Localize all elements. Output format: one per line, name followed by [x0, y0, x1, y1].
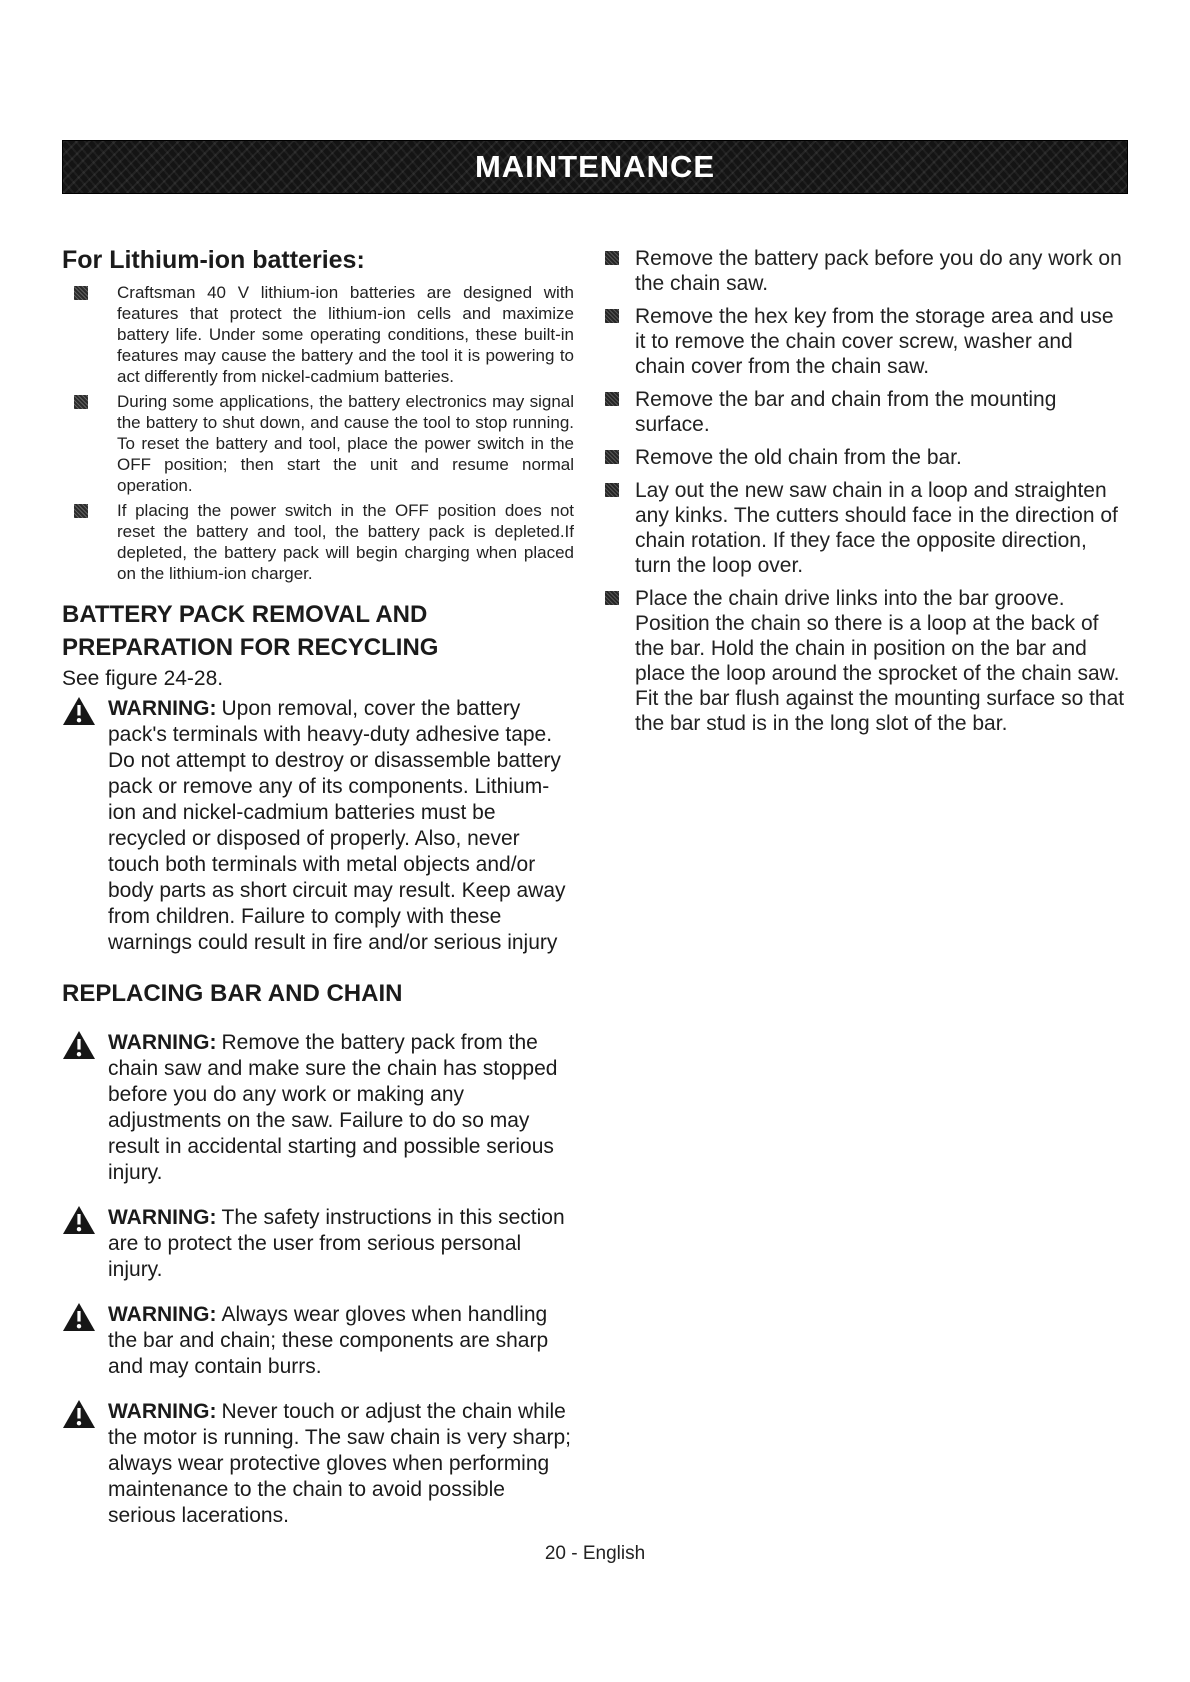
square-bullet-icon — [605, 591, 619, 605]
warning-text: Never touch or adjust the chain while the motor is running. The saw chain is very sharp; always wear protective gloves when performing maintenance to the chain to avoid possible serious lacerations. — [108, 1400, 571, 1527]
square-bullet-icon — [605, 450, 619, 464]
bullet-text: Place the chain drive links into the bar groove. Position the chain so there is a loop at the back of the bar. Hold the chain in position on the bar and place the loop around the sprocket of the chain saw. Fit the bar flush against the mounting surface so that the bar stud is in the long slot of the bar. — [635, 587, 1125, 735]
section-title: MAINTENANCE — [474, 149, 716, 184]
bullet-text: Remove the old chain from the bar. — [635, 446, 962, 469]
square-bullet-icon — [74, 286, 88, 300]
lithium-batteries-heading: For Lithium-ion batteries: — [62, 246, 365, 274]
square-bullet-icon — [74, 504, 88, 518]
page-footer: 20 - English — [544, 1543, 646, 1564]
lithium-bullet-list — [62, 282, 574, 584]
see-figure-note: See figure 24-28. — [62, 667, 224, 690]
warning-text: Upon removal, cover the battery pack's terminals with heavy-duty adhesive tape. Do not attempt to destroy or disassemble battery pack or remove any of its components. Lithium-ion and nickel-cadmium batteries must be recycled or disposed of properly. Also, never touch both terminals with metal objects and/or body parts as short circuit may result. Keep away from children. Failure to comply with these warnings could result in fire and/or serious injury — [108, 697, 566, 954]
list-item — [602, 304, 1128, 379]
warning-text: Always wear gloves when handling the bar and chain; these components are sharp and may contain burrs. — [108, 1303, 549, 1378]
list-item — [62, 500, 574, 584]
bullet-text: Craftsman 40 V lithium-ion batteries are designed with features that protect the lithium-ion cells and maximize battery life. Under some operating conditions, these built-in features may cause the battery and the tool it is powering to act differently from nickel-cadmium batteries. — [117, 283, 574, 386]
list-item — [602, 246, 1128, 296]
replacing-bar-chain-heading: REPLACING BAR AND CHAIN — [62, 980, 403, 1007]
bullet-text: Remove the bar and chain from the mounting surface. — [635, 388, 1057, 436]
two-column-layout — [62, 246, 1128, 1548]
battery-pack-removal-heading: BATTERY PACK REMOVAL AND PREPARATION FOR RECYCLING — [62, 601, 439, 661]
square-bullet-icon — [605, 251, 619, 265]
right-column — [602, 246, 1128, 1548]
warning-triangle-icon — [62, 1030, 96, 1067]
left-column — [62, 246, 574, 1548]
warning-triangle-icon — [62, 1399, 96, 1436]
warning-paragraph — [62, 1030, 574, 1186]
warning-paragraph — [62, 1302, 574, 1380]
bullet-text: Lay out the new saw chain in a loop and straighten any kinks. The cutters should face in the direction of chain rotation. If they face the opposite direction, turn the loop over. — [635, 479, 1118, 577]
list-item — [62, 391, 574, 496]
warning-triangle-icon — [62, 696, 96, 733]
warning-triangle-icon — [62, 1205, 96, 1242]
warning-label: WARNING: — [108, 1031, 217, 1054]
bullet-text: If placing the power switch in the OFF position does not reset the battery and tool, the battery pack is depleted.If depleted, the battery pack will begin charging when placed on the lithium-ion charger. — [117, 501, 574, 583]
square-bullet-icon — [605, 392, 619, 406]
warning-label: WARNING: — [108, 1206, 217, 1229]
bullet-text: During some applications, the battery electronics may signal the battery to shut down, and cause the tool to stop running. To reset the battery and tool, place the power switch in the OFF position; then start the unit and resume normal operation. — [117, 392, 574, 495]
bar-chain-steps-list — [602, 246, 1128, 736]
bullet-text: Remove the battery pack before you do any work on the chain saw. — [635, 247, 1122, 295]
warning-label: WARNING: — [108, 1400, 217, 1423]
warning-text: Remove the battery pack from the chain saw and make sure the chain has stopped before you do any work or making any adjustments on the saw. Failure to do so may result in accidental starting and possible serious injury. — [108, 1031, 558, 1184]
warning-label: WARNING: — [108, 697, 217, 720]
warning-paragraph — [62, 1205, 574, 1283]
warning-paragraph — [62, 696, 574, 956]
square-bullet-icon — [74, 395, 88, 409]
list-item — [602, 478, 1128, 578]
list-item — [602, 387, 1128, 437]
bullet-text: Remove the hex key from the storage area and use it to remove the chain cover screw, washer and chain cover from the chain saw. — [635, 305, 1114, 378]
square-bullet-icon — [605, 309, 619, 323]
section-header-bar — [62, 140, 1128, 194]
warning-label: WARNING: — [108, 1303, 217, 1326]
list-item — [602, 445, 1128, 470]
square-bullet-icon — [605, 483, 619, 497]
warning-triangle-icon — [62, 1302, 96, 1339]
warning-text: The safety instructions in this section are to protect the user from serious personal injury. — [108, 1206, 565, 1281]
warning-paragraph — [62, 1399, 574, 1529]
list-item — [62, 282, 574, 387]
list-item — [602, 586, 1128, 736]
